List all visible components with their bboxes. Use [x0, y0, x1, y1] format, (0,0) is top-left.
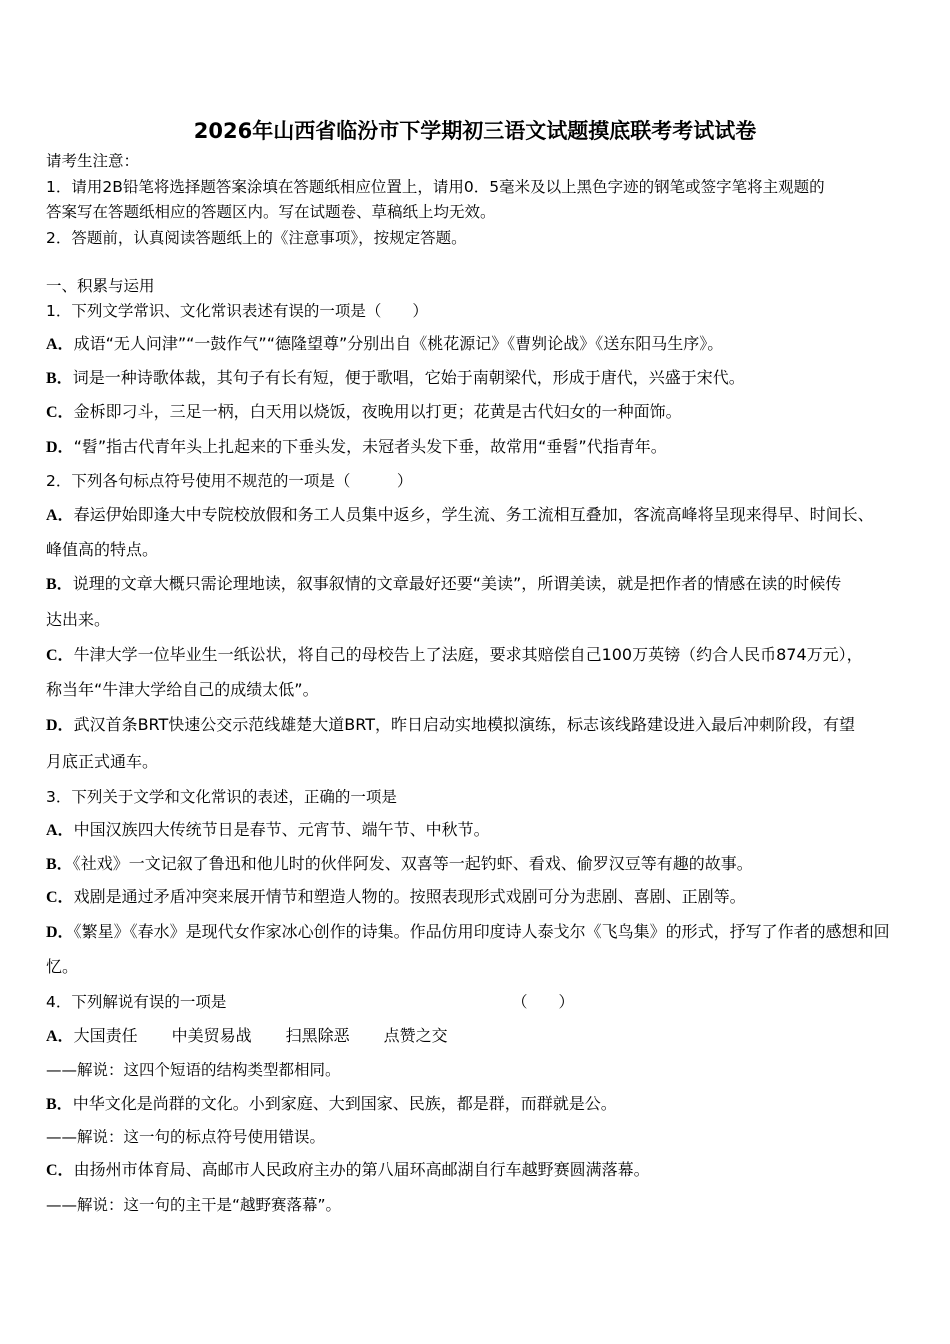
explanation: ——解说：这四个短语的结构类型都相同。 [46, 1061, 341, 1079]
notice-line: 2．答题前，认真阅读答题纸上的《注意事项》，按规定答题。 [46, 229, 467, 247]
question-stem: 4．下列解说有误的一项是 [46, 993, 227, 1011]
option: C．由扬州市体育局、高邮市人民政府主办的第八届环高邮湖自行车越野赛圆满落幕。 [46, 1160, 650, 1179]
explanation: ——解说：这一句的标点符号使用错误。 [46, 1128, 326, 1146]
page-title: 2026年山西省临汾市下学期初三语文试题摸底联考考试试卷 [193, 119, 757, 143]
option-cont: 月底正式通车。 [46, 752, 159, 771]
option: B．说理的文章大概只需论理地读，叙事叙情的文章最好还要“美读”，所谓美读，就是把作者的情感在读的时候传 [46, 574, 842, 593]
question-stem: 1．下列文学常识、文化常识表述有误的一项是（ ） [46, 302, 428, 320]
option: A．成语“无人问津”“一鼓作气”“德隆望尊”分别出自《桃花源记》《曹刿论战》《送东阳马生序》。 [46, 334, 724, 353]
option: D．“髫”指古代青年头上扎起来的下垂头发，未冠者头发下垂，故常用“垂髫”代指青年。 [46, 437, 667, 456]
option: B．《社戏》一文记叙了鲁迅和他儿时的伙伴阿发、双喜等一起钓虾、看戏、偷罗汉豆等有趣的故事。 [46, 854, 753, 873]
option: A．大国责任 中美贸易战 扫黑除恶 点赞之交 [46, 1026, 448, 1045]
notice-line: 答案写在答题纸相应的答题区内。写在试题卷、草稿纸上均无效。 [46, 203, 496, 221]
option: D．《繁星》《春水》是现代女作家冰心创作的诗集。作品仿用印度诗人泰戈尔《飞鸟集》的形式，抒写了作者的感想和回 [46, 922, 890, 941]
option-cont: 称当年“牛津大学给自己的成绩太低”。 [46, 680, 319, 699]
option: B．词是一种诗歌体裁，其句子有长有短，便于歌唱，它始于南朝梁代，形成于唐代，兴盛于宋代。 [46, 368, 745, 387]
option: A．中国汉族四大传统节日是春节、元宵节、端午节、中秋节。 [46, 820, 490, 839]
question-stem: 2．下列各句标点符号使用不规范的一项是（ ） [46, 472, 413, 490]
section-heading: 一、积累与运用 [46, 277, 155, 295]
answer-paren: （ ） [512, 993, 575, 1011]
option-cont: 峰值高的特点。 [46, 540, 159, 559]
question-stem: 3．下列关于文学和文化常识的表述，正确的一项是 [46, 788, 397, 806]
explanation: ——解说：这一句的主干是“越野赛落幕”。 [46, 1196, 342, 1214]
option: D．武汉首条BRT快速公交示范线雄楚大道BRT，昨日启动实地模拟演练，标志该线路建设进入最后冲刺阶段，有望 [46, 715, 855, 734]
option: C．牛津大学一位毕业生一纸讼状，将自己的母校告上了法庭，要求其赔偿自己100万英镑（约合人民币874万元）， [46, 645, 863, 664]
option: C．戏剧是通过矛盾冲突来展开情节和塑造人物的。按照表现形式戏剧可分为悲剧、喜剧、正剧等。 [46, 887, 746, 906]
option-cont: 忆。 [46, 957, 79, 976]
notice-heading: 请考生注意： [46, 152, 140, 170]
option: C．金柝即刁斗，三足一柄，白天用以烧饭，夜晚用以打更；花黄是古代妇女的一种面饰。 [46, 402, 682, 421]
option: A．春运伊始即逢大中专院校放假和务工人员集中返乡，学生流、务工流相互叠加，客流高峰将呈现来得早、时间长、 [46, 505, 874, 524]
notice-line: 1．请用2B铅笔将选择题答案涂填在答题纸相应位置上，请用0．5毫米及以上黑色字迹的钢笔或签字笔将主观题的 [46, 178, 825, 196]
option-cont: 达出来。 [46, 610, 111, 629]
option: B．中华文化是尚群的文化。小到家庭、大到国家、民族，都是群，而群就是公。 [46, 1094, 617, 1113]
